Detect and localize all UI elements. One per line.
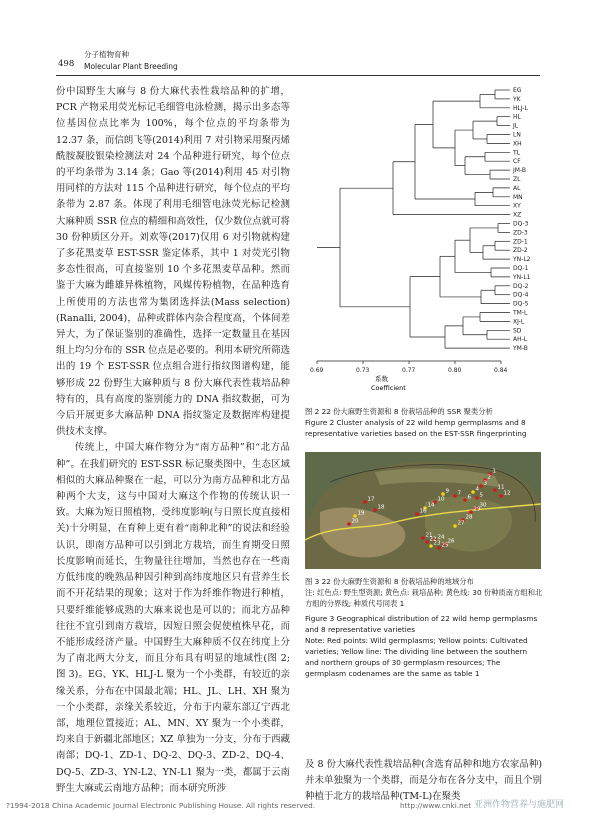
leaf-label: TM-L — [513, 309, 528, 317]
leaf-label: LN — [513, 131, 521, 139]
map-point-number: 7 — [457, 490, 461, 497]
leaf-label: SD — [513, 327, 522, 335]
figure3-note-en: Note: Red points: Wild germplasms; Yellow points: Cultivated varieties; Yellow line: The dividing line between the southern and northern groups of 30 germplasm resources; The germplasm codenames are the same as table 1 — [305, 636, 528, 678]
map-point — [471, 490, 475, 494]
footer-copyright: ?1994-2018 China Academic Journal Electronic Publishing House. All rights reserved. — [6, 801, 316, 810]
leaf-label: EG — [513, 87, 522, 94]
leaf-label: YM-B — [513, 345, 528, 353]
map-point — [437, 546, 441, 550]
figure3-note-cn: 注: 红色点: 野生型资源; 黄色点: 栽培品种; 黄色线: 30 份种质南方组和北方组的分界线; 种质代号同表 1 — [305, 588, 543, 608]
map-point — [453, 494, 457, 498]
map-point-number: 2 — [487, 474, 491, 481]
leaf-label: CF — [513, 158, 521, 166]
map-point-number: 9 — [445, 488, 449, 495]
map-point-number: 23 — [433, 540, 441, 547]
map-point-number: 11 — [497, 484, 505, 491]
leaf-label: TL — [513, 149, 521, 157]
leaf-label: ZD-1 — [513, 238, 528, 246]
axis-title-en: Coefficient — [371, 384, 406, 392]
figure3-caption-cn: 图 3 22 份大麻野生资源和 8 份栽培品种的地域分布 — [305, 577, 474, 586]
map-point — [373, 508, 377, 512]
figure2-caption — [305, 406, 543, 439]
map-point-number: 10 — [437, 496, 445, 503]
map-point-number: 6 — [467, 494, 471, 501]
journal-title — [84, 49, 178, 73]
left-column — [56, 84, 290, 797]
axis-tick-label: 0.69 — [310, 367, 324, 374]
figure2-caption-en: Figure 2 Cluster analysis of 22 wild hemp germplasms and 8 representative varieties based on the EST-SSR fingerprinting — [305, 418, 527, 438]
leaf-label: DQ-4 — [513, 291, 529, 299]
map-point-number: 20 — [351, 518, 359, 525]
paragraph-1: 份中国野生大麻与 8 份大麻代表性栽培品种的扩增，PCR 产物采用荧光标记毛细管电泳检测，揭示出多态等位基因位点比率为 100%，每个位点的平均条带为 12.37 条，而信朗飞等(2014)利用 7 对引物采用聚丙烯酰胺凝胶银染检测法对 24 个品种进行研究，每个位点的平均条带为 3.14 条；Gao 等(2014)利用 45 对引物用同样的方法对 115 个品种进行研究，每个位点的平均条带为 2.87 条。体现了利用毛细管电泳荧光标记检测大麻种质 SSR 位点的精细和高效性，仅少数位点就可将 30 份种质区分开。刘欢等(2017)仅用 6 对引物就构建了多花黑麦草 EST-SSR 鉴定体系，其中 1 对荧光引物多态性很高，可直接鉴别 10 个多花黑麦草品种。然而鉴于大麻为雌雄异株植物，风媒传粉植物，在品种选育上所使用的方法也常为集团选择法(Mass selection) (Ranalli, 2004)，品种或群体内杂合程度高，个体间差异大，为了保证鉴别的准确性，选择一定数量且在基因组上均匀分布的 SSR 位点是必要的。利用本研究所筛选出的 19 个 EST-SSR 位点组合进行指纹图谱构建，能够形成 22 份野生大麻种质与 8 份大麻代表性栽培品种特有的，具有高度的鉴别能力的 DNA 指纹数据，可为今后开展更多大麻品种 DNA 指纹鉴定及数据库构建提供技术支撑。 — [56, 86, 290, 438]
dendrogram-leaf-labels — [512, 87, 531, 352]
map-point-number: 3 — [483, 480, 487, 487]
axis-tick-label: 0.77 — [402, 367, 416, 374]
axis-tick-label: 0.73 — [356, 367, 370, 374]
map-point — [347, 522, 351, 526]
paragraph-2: 传统上，中国大麻作物分为“南方品种”和“北方品种”。在我们研究的 EST-SSR 标记聚类图中，生态区域相似的大麻品种聚在一起，可以分为南方品种和北方品种两个大支，这与中国对大麻这个作物的传统认识一致。大麻为短日照植物，受纬度影响(与日照长度直接相关)十分明显，在育种上更有着“南种北种”的说法和经验认识，即南方品种可以引到北方栽培，而生育期受日照长度影响而延长，生物量往往增加，当然也存在一些南方低纬度的晚熟品种因引种到高纬度地区只有营养生长而不开花结果的现象；这对于作为纤维作物进行种植，只要纤维能够成熟的大麻来说也是可以的；而北方品种往往不宜引到南方栽培，因短日照会促使植株早花，而不能形成经济产量。中国野生大麻种质不仅在纬度上分为了南北两大分支，而且分布具有明显的地域性(图 2; 图 3)。EG、YK、HLJ-L 聚为一个小类群，有较近的亲缘关系，分布在中国最北端；HL、JL、LH、XH 聚为一个小类群，亲缘关系较近，分布于内蒙东部辽宁西北部，地理位置接近；AL、MN、XY 聚为一个小类群，均来自于新疆北部地区；XZ 单独为一分支，分布于西藏南部；DQ-1、ZD-1、DQ-2、DQ-3、ZD-2、DQ-4、DQ-5、ZD-3、YN-L2、YN-L1 聚为一类，都属于云南野生大麻或云南地方品种；而本研究所涉 — [56, 442, 290, 794]
figure2-caption-cn: 图 2 22 份大麻野生资源和 8 份栽培品种的 SSR 聚类分析 — [305, 407, 493, 416]
map-point-number: 17 — [367, 496, 375, 503]
journal-title-en: Molecular Plant Breeding — [84, 62, 178, 71]
map-point-number: 16 — [419, 508, 427, 515]
map-point-number: 18 — [377, 504, 385, 511]
map-point — [425, 540, 429, 544]
map-point-number: 22 — [429, 536, 437, 543]
map-point — [353, 514, 357, 518]
leaf-label: JL — [513, 122, 519, 130]
leaf-label: JM-B — [513, 167, 527, 175]
page-number: 498 — [58, 59, 75, 69]
leaf-label: AH-L — [513, 336, 528, 344]
map-point-number: 21 — [425, 532, 433, 539]
map-point — [415, 512, 419, 516]
map-point-number: 4 — [475, 486, 479, 493]
map-point — [479, 484, 483, 488]
map-point-number: 14 — [427, 502, 435, 509]
leaf-label: DQ-3 — [513, 220, 529, 228]
journal-title-cn: 分子植物育种 — [84, 50, 129, 59]
map-point-number: 19 — [357, 510, 365, 517]
distribution-map — [305, 452, 541, 569]
map-point-number: 30 — [479, 502, 487, 509]
map-point — [441, 492, 445, 496]
map-point — [421, 536, 425, 540]
leaf-label: AL — [513, 184, 521, 192]
leaf-label: YN-L1 — [513, 273, 531, 281]
dendrogram-branches — [317, 90, 510, 348]
leaf-label: HL — [513, 113, 521, 121]
leaf-label: YK — [513, 95, 521, 103]
map-point — [429, 544, 433, 548]
map-point-number: 24 — [437, 534, 445, 541]
footer-watermark: 亚洲作物营养与施肥网 — [474, 800, 565, 810]
leaf-label: DQ-5 — [513, 300, 529, 308]
axis-tick-label: 0.84 — [494, 367, 508, 374]
figure3-caption-en: Figure 3 Geographical distribution of 22 wild hemp germplasms and 8 representative varieties — [305, 614, 538, 634]
map-point-number: 29 — [473, 506, 481, 513]
map-point-number: 12 — [503, 490, 511, 497]
header-rule — [56, 75, 540, 76]
leaf-label: ZD-2 — [513, 247, 528, 255]
leaf-label: ZL — [513, 176, 521, 183]
leaf-label: ZD-3 — [513, 229, 528, 237]
map-point — [493, 488, 497, 492]
leaf-label: HLJ-L — [513, 104, 528, 112]
map-point — [463, 498, 467, 502]
leaf-label: YN-L2 — [513, 256, 531, 264]
map-point-number: 28 — [465, 514, 473, 521]
map-point — [453, 524, 457, 528]
map-point — [475, 496, 479, 500]
leaf-label: XY — [513, 202, 521, 210]
axis-tick-label: 0.80 — [448, 367, 462, 374]
right-column-text: 及 8 份大麻代表性栽培品种(含选育品种和地方农家品种)并未单独聚为一个类群，而是分布在各分支中，而且个别种植于北方的栽培品种(TM-L)在聚类 — [305, 759, 542, 803]
leaf-label: XZ — [513, 211, 522, 219]
leaf-label: DQ-2 — [513, 282, 529, 290]
axis-title-cn: 系数 — [375, 375, 388, 383]
map-svg — [305, 452, 541, 569]
leaf-label: XH — [513, 140, 522, 148]
dendrogram-axis — [310, 361, 508, 374]
map-point-number: 26 — [447, 538, 455, 545]
dendrogram-figure — [305, 80, 541, 400]
figure3-caption — [305, 576, 543, 679]
map-point-number: 5 — [479, 492, 483, 499]
leaf-label: XJ-L — [513, 318, 525, 326]
leaf-label: MN — [513, 193, 523, 201]
footer-url[interactable]: http://www.cnki.net — [400, 801, 472, 810]
leaf-label: DQ-1 — [513, 265, 529, 272]
map-point-number: 27 — [457, 520, 465, 527]
map-point — [363, 500, 367, 504]
map-point-number: 25 — [441, 542, 449, 549]
map-point — [469, 510, 473, 514]
map-point — [499, 494, 503, 498]
map-point-number: 1 — [492, 468, 496, 475]
